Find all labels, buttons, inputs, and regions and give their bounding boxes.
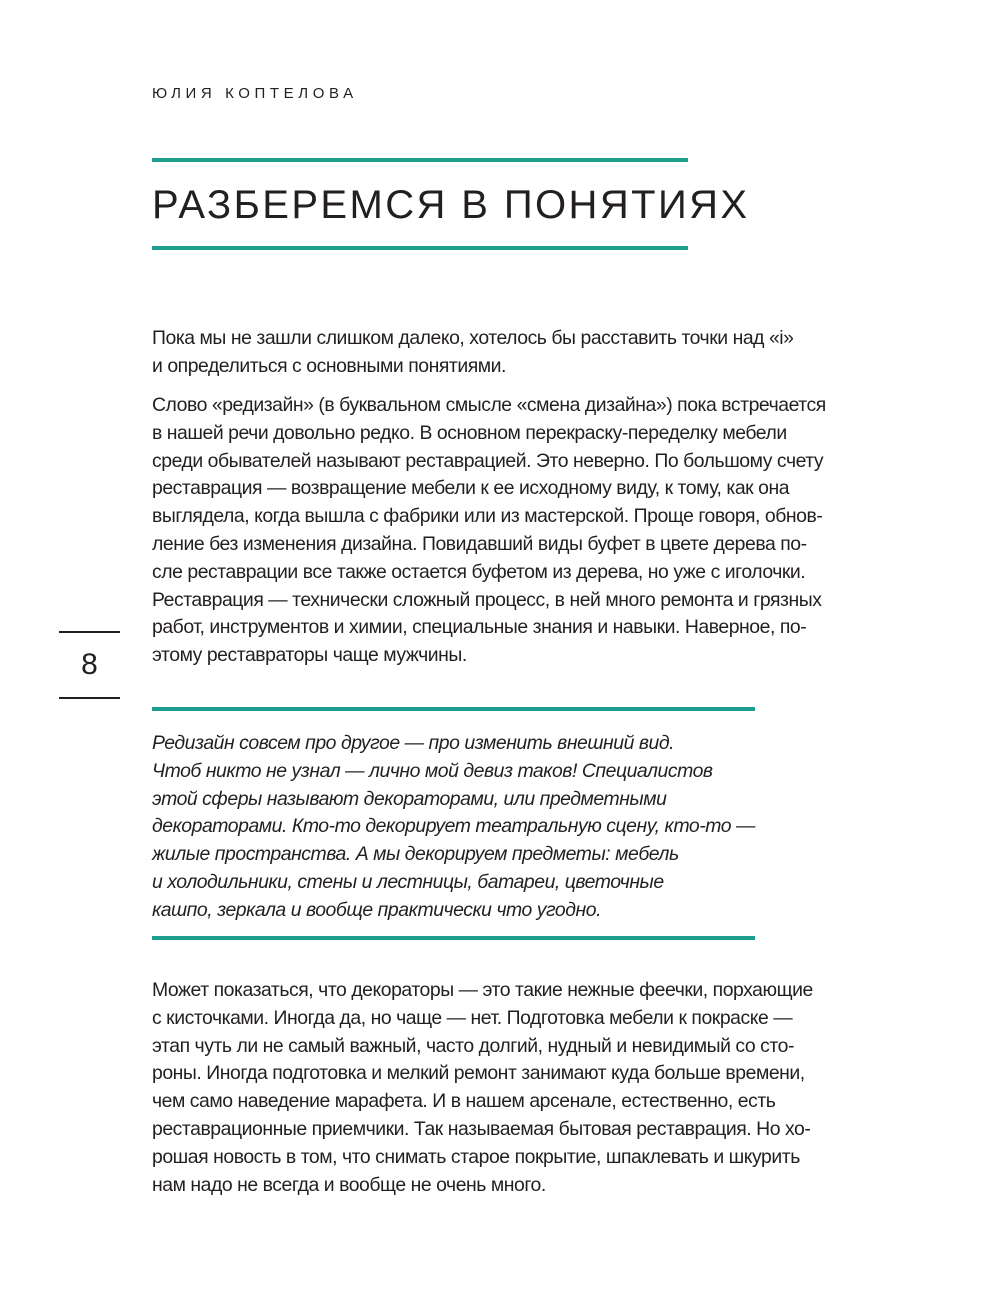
text-line: рошая новость в том, что снимать старое покрытие, шпаклевать и шкурить <box>152 1145 800 1168</box>
text-line: в нашей речи довольно редко. В основном перекраску-переделку мебели <box>152 421 787 444</box>
quote-line: декораторами. Кто-то декорирует театральную сцену, кто-то — <box>152 815 755 838</box>
running-head-author: ЮЛИЯ КОПТЕЛОВА <box>152 85 358 102</box>
text-line: чем само наведение марафета. И в нашем арсенале, естественно, есть <box>152 1090 776 1113</box>
chapter-title: РАЗБЕРЕМСЯ В ПОНЯТИЯХ <box>152 183 750 227</box>
text-line: реставрационные приемчики. Так называемая бытовая реставрация. Но хо- <box>152 1117 811 1140</box>
text-line: выглядела, когда вышла с фабрики или из мастерской. Проще говоря, обнов- <box>152 505 823 528</box>
text-line: Слово «редизайн» (в буквальном смысле «смена дизайна») пока встречается <box>152 394 826 416</box>
body-paragraph-decorators <box>152 977 882 1199</box>
title-bottom-rule <box>152 246 688 250</box>
text-line: среди обывателей называют реставрацией. Это неверно. По большому счету <box>152 449 824 472</box>
body-paragraph-intro <box>152 325 882 381</box>
text-line: сле реставрации все также остается буфетом из дерева, но уже с иголочки. <box>152 560 806 583</box>
page-number-bottom-rule <box>59 697 120 699</box>
page-number-top-rule <box>59 631 120 633</box>
text-line: Реставрация — технически сложный процесс, в ней много ремонта и грязных <box>152 588 822 611</box>
text-line: ление без изменения дизайна. Повидавший виды буфет в цвете дерева по- <box>152 532 807 555</box>
text-line: Пока мы не зашли слишком далеко, хотелось бы расставить точки над «i» <box>152 327 794 349</box>
quote-line: кашпо, зеркала и вообще практически что угодно. <box>152 898 602 921</box>
quote-line: жилые пространства. А мы декорируем предметы: мебель <box>152 843 679 866</box>
pull-quote <box>152 730 762 925</box>
text-line: нам надо не всегда и вообще не очень много. <box>152 1173 546 1196</box>
pull-quote-top-rule <box>152 707 755 711</box>
title-top-rule <box>152 158 688 162</box>
text-line: работ, инструментов и химии, специальные знания и навыки. Наверное, по- <box>152 616 807 639</box>
quote-line: этой сферы называют декораторами, или предметными <box>152 787 667 810</box>
text-line: роны. Иногда подготовка и мелкий ремонт занимают куда больше времени, <box>152 1062 805 1085</box>
text-line: и определиться с основными понятиями. <box>152 354 506 377</box>
quote-line: Чтоб никто не узнал — лично мой девиз таков! Специалистов <box>152 759 713 782</box>
text-line: с кисточками. Иногда да, но чаще — нет. Подготовка мебели к покраске — <box>152 1006 793 1029</box>
text-line: этап чуть ли не самый важный, часто долгий, нудный и невидимый со сто- <box>152 1034 794 1057</box>
quote-line: Редизайн совсем про другое — про изменить внешний вид. <box>152 732 675 754</box>
body-paragraph-restoration <box>152 392 882 670</box>
pull-quote-bottom-rule <box>152 936 755 940</box>
quote-line: и холодильники, стены и лестницы, батареи, цветочные <box>152 870 664 893</box>
text-line: Может показаться, что декораторы — это такие нежные феечки, порхающие <box>152 979 813 1001</box>
page-number: 8 <box>81 648 98 681</box>
text-line: реставрация — возвращение мебели к ее исходному виду, к тому, как она <box>152 477 790 500</box>
text-line: этому реставраторы чаще мужчины. <box>152 644 467 667</box>
